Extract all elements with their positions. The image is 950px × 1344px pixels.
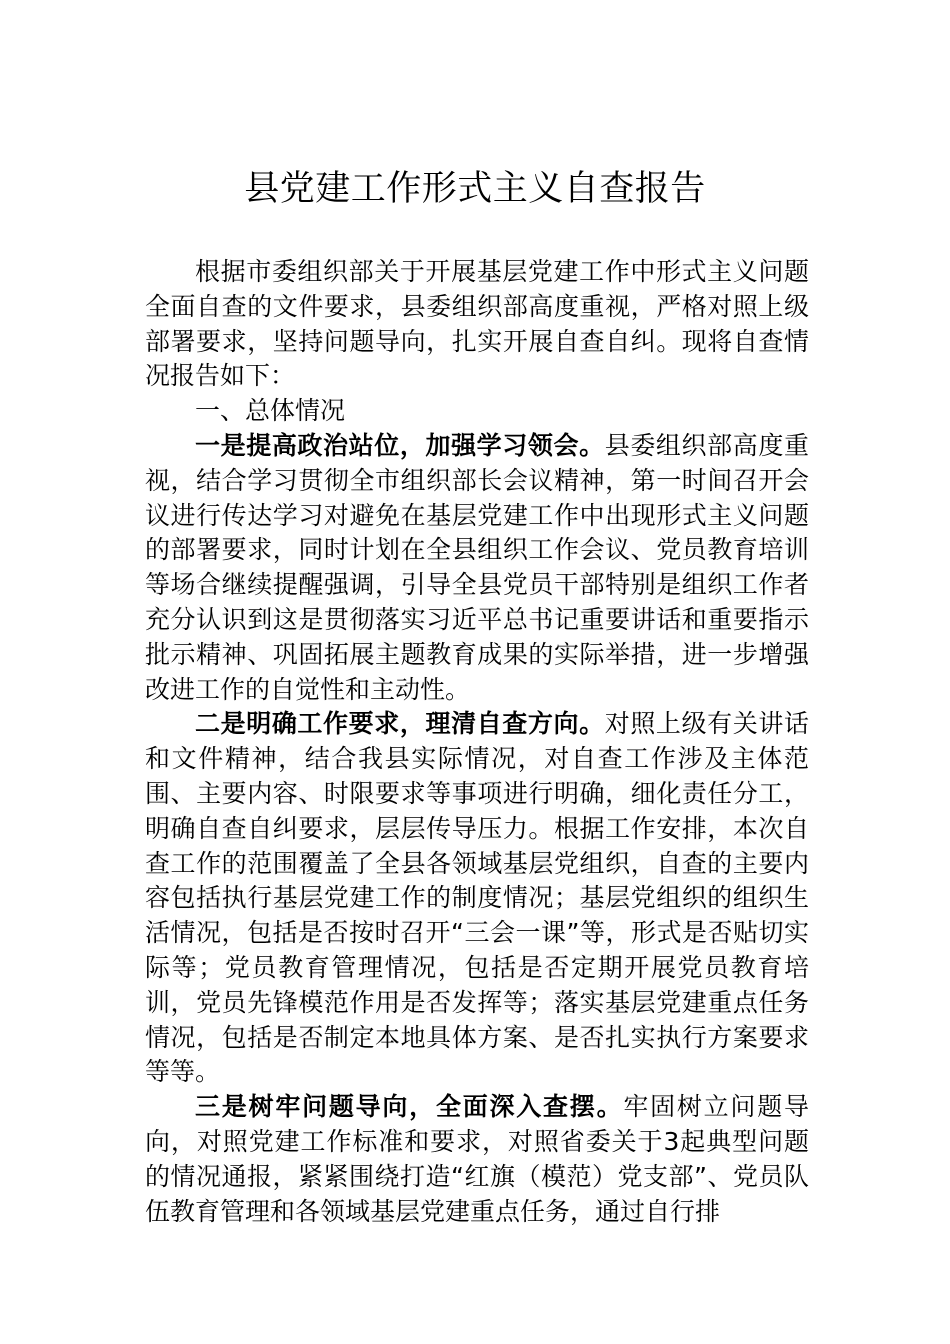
paragraph-item-2 xyxy=(145,707,809,1090)
item-3-text: 牢固树立问题导向，对照党建工作标准和要求，对照省委关于3起典型问题的情况通报，紧紧围绕打造“红旗（模范）党支部”、党员队伍教育管理和各领域基层党建重点任务，通过自行排 xyxy=(145,1092,809,1226)
item-1-text: 县委组织部高度重视，结合学习贯彻全市组织部长会议精神，第一时间召开会议进行传达学习对避免在基层党建工作中出现形式主义问题的部署要求，同时计划在全县组织工作会议、党员教育培训等场合继续提醒强调，引导全县党员干部特别是组织工作者充分认识到这是贯彻落实习近平总书记重要讲话和重要指示批示精神、巩固拓展主题教育成果的实际举措，进一步增强改进工作的自觉性和主动性。 xyxy=(145,430,809,704)
item-2-text: 对照上级有关讲话和文件精神，结合我县实际情况，对自查工作涉及主体范围、主要内容、时限要求等事项进行明确，细化责任分工，明确自查自纠要求，层层传导压力。根据工作安排，本次自查工作的范围覆盖了全县各领域基层党组织，自查的主要内容包括执行基层党建工作的制度情况；基层党组织的组织生活情况，包括是否按时召开“三会一课”等，形式是否贴切实际等；党员教育管理情况，包括是否定期开展党员教育培训，党员先锋模范作用是否发挥等；落实基层党建重点任务情况，包括是否制定本地具体方案、是否扎实执行方案要求等等。 xyxy=(145,709,809,1087)
paragraph-item-3 xyxy=(145,1090,809,1229)
document-title: 县党建工作形式主义自查报告 xyxy=(244,169,706,209)
item-3-lead: 三是树牢问题导向，全面深入查摆。 xyxy=(195,1092,624,1122)
paragraph-item-1 xyxy=(145,429,809,707)
document-body xyxy=(145,255,809,1229)
section-heading-overview: 一、总体情况 xyxy=(195,396,346,426)
intro-paragraph: 根据市委组织部关于开展基层党建工作中形式主义问题全面自查的文件要求，县委组织部高度重视，严格对照上级部署要求，坚持问题导向，扎实开展自查自纠。现将自查情况报告如下： xyxy=(145,257,809,391)
item-1-lead: 一是提高政治站位，加强学习领会。 xyxy=(195,430,605,460)
item-2-lead: 二是明确工作要求，理清自查方向。 xyxy=(195,709,605,739)
